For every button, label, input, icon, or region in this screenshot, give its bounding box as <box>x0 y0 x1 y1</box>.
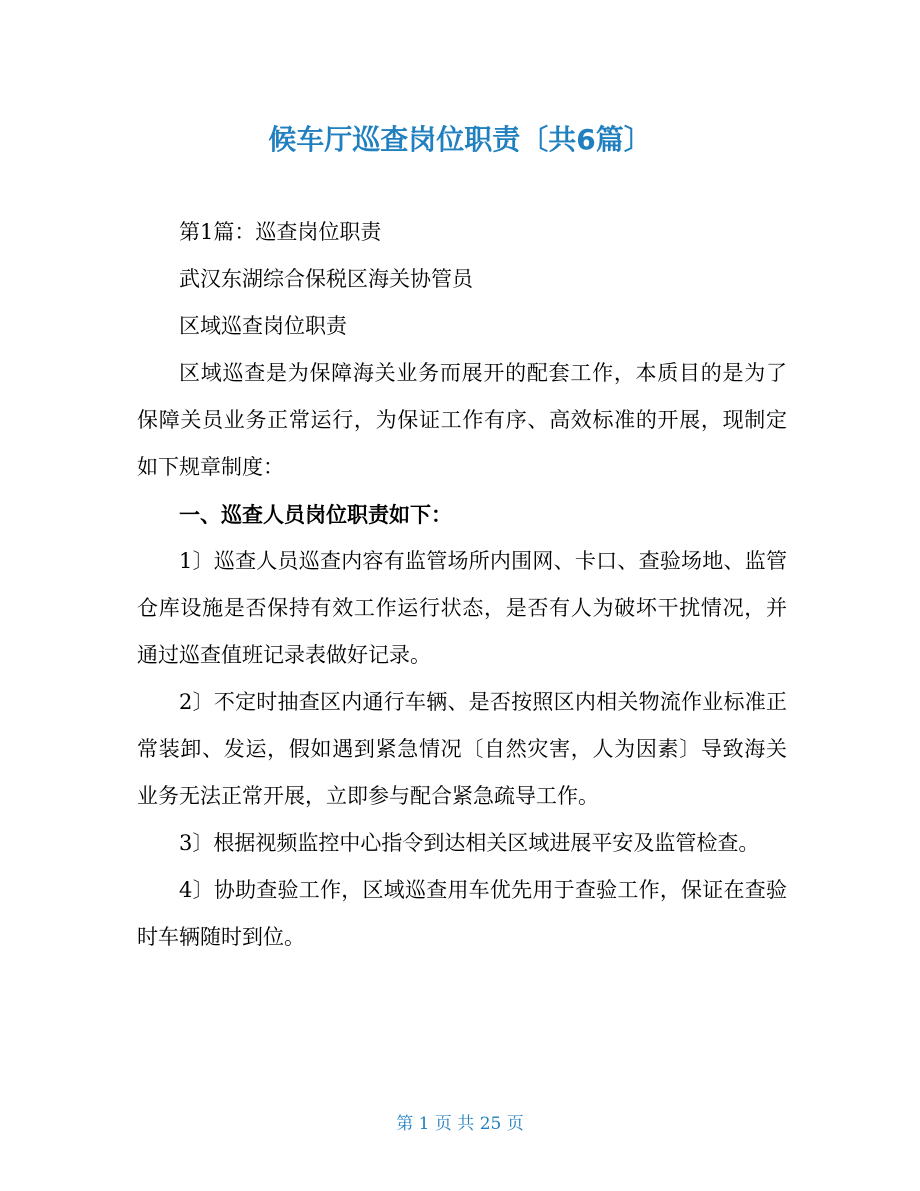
paragraph: 第1篇：巡查岗位职责 <box>179 220 382 244</box>
paragraph: 2〕不定时抽查区内通行车辆、是否按照区内相关物流作业标准正常装卸、发运，假如遇到紧急情况〔自然灾害，人为因素〕导致海关业务无法正常开展，立即参与配合紧急疏导工作。 <box>137 690 787 808</box>
document-title: 候车厅巡查岗位职责〔共6篇〕 <box>268 123 652 156</box>
paragraph: 4〕协助查验工作，区域巡查用车优先用于查验工作，保证在查验时车辆随时到位。 <box>137 878 787 949</box>
paragraph: 3〕根据视频监控中心指令到达相关区域进展平安及监管检查。 <box>179 831 760 855</box>
document-body <box>137 209 787 961</box>
section-heading: 一、巡查人员岗位职责如下： <box>179 502 452 527</box>
paragraph: 武汉东湖综合保税区海关协管员 <box>179 267 473 291</box>
paragraph: 区域巡查岗位职责 <box>179 314 347 338</box>
paragraph: 1〕巡查人员巡查内容有监管场所内围网、卡口、查验场地、监管仓库设施是否保持有效工作运行状态，是否有人为破坏干扰情况，并通过巡查值班记录表做好记录。 <box>137 549 787 667</box>
page-footer: 第 1 页 共 25 页 <box>396 1114 524 1134</box>
paragraph: 区域巡查是为保障海关业务而展开的配套工作，本质目的是为了保障关员业务正常运行，为保证工作有序、高效标准的开展，现制定如下规章制度： <box>137 361 787 479</box>
